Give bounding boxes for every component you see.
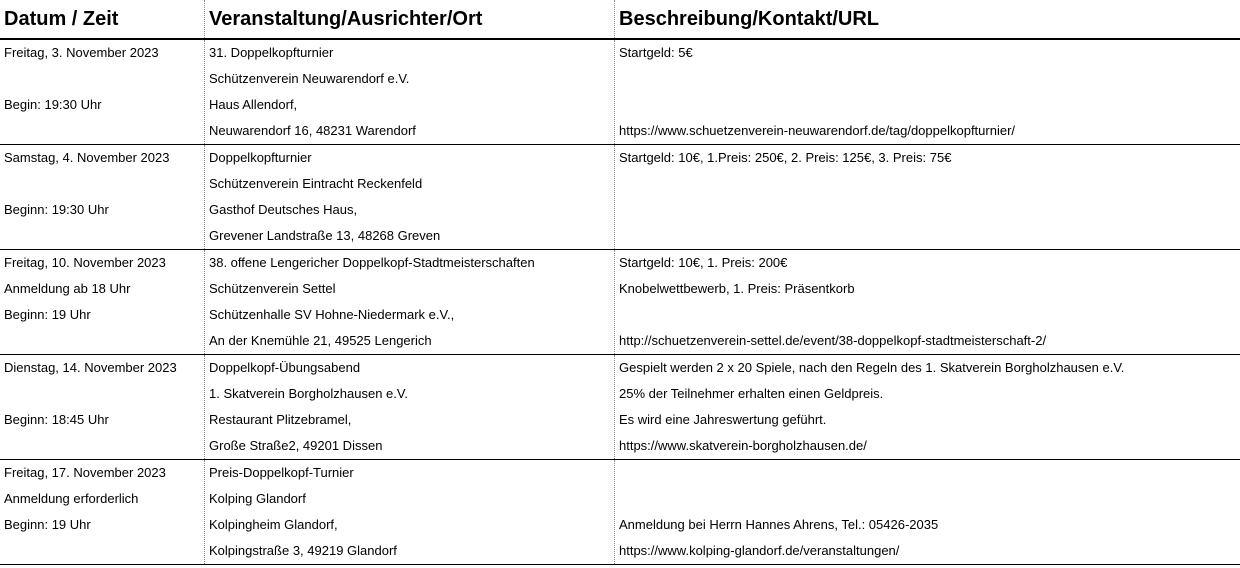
- cell-line: Kolpingstraße 3, 49219 Glandorf: [209, 543, 397, 558]
- table-row: [0, 250, 1240, 355]
- table-row: [0, 145, 1240, 250]
- cell-line: https://www.skatverein-borgholzhausen.de/: [619, 438, 867, 453]
- cell-line: Preis-Doppelkopf-Turnier: [209, 465, 354, 480]
- cell-line: Anmeldung ab 18 Uhr: [4, 281, 131, 296]
- cell-line: Startgeld: 5€: [619, 45, 693, 60]
- date-time-cell: [0, 40, 205, 144]
- cell-line: http://schuetzenverein-settel.de/event/38-doppelkopf-stadtmeisterschaft-2/: [619, 333, 1047, 348]
- cell-line: [615, 171, 1240, 197]
- cell-line: Grevener Landstraße 13, 48268 Greven: [209, 228, 441, 243]
- cell-line: Freitag, 10. November 2023: [4, 255, 166, 270]
- cell-line: Anmeldung bei Herrn Hannes Ahrens, Tel.: 05426-2035: [619, 517, 939, 532]
- header-description-contact-url: Beschreibung/Kontakt/URL: [619, 7, 880, 30]
- cell-line: Schützenverein Neuwarendorf e.V.: [209, 71, 410, 86]
- cell-line: 38. offene Lengericher Doppelkopf-Stadtmeisterschaften: [209, 255, 535, 270]
- description-cell: [615, 250, 1240, 354]
- cell-line: Gespielt werden 2 x 20 Spiele, nach den Regeln des 1. Skatverein Borgholzhausen e.V.: [619, 360, 1125, 375]
- cell-line: [615, 92, 1240, 118]
- cell-line: [615, 223, 1240, 249]
- table-body: [0, 40, 1240, 565]
- cell-line: Kolpingheim Glandorf,: [209, 517, 338, 532]
- cell-line: Freitag, 3. November 2023: [4, 45, 159, 60]
- cell-line: [0, 433, 204, 459]
- cell-line: Dienstag, 14. November 2023: [4, 360, 177, 375]
- cell-line: https://www.kolping-glandorf.de/veranstaltungen/: [619, 543, 900, 558]
- date-time-cell: [0, 460, 205, 564]
- event-cell: [205, 460, 615, 564]
- cell-line: Anmeldung erforderlich: [4, 491, 139, 506]
- cell-line: Freitag, 17. November 2023: [4, 465, 166, 480]
- table-row: [0, 355, 1240, 460]
- cell-line: Schützenverein Settel: [209, 281, 336, 296]
- table-header: [0, 0, 1240, 40]
- cell-line: [615, 302, 1240, 328]
- cell-line: Samstag, 4. November 2023: [4, 150, 170, 165]
- cell-line: [0, 328, 204, 354]
- cell-line: 1. Skatverein Borgholzhausen e.V.: [209, 386, 408, 401]
- date-time-cell: [0, 355, 205, 459]
- cell-line: Große Straße2, 49201 Dissen: [209, 438, 383, 453]
- cell-line: [0, 538, 204, 564]
- cell-line: Doppelkopfturnier: [209, 150, 312, 165]
- cell-line: 31. Doppelkopfturnier: [209, 45, 334, 60]
- event-cell: [205, 145, 615, 249]
- cell-line: Knobelwettbewerb, 1. Preis: Präsentkorb: [619, 281, 855, 296]
- cell-line: 25% der Teilnehmer erhalten einen Geldpreis.: [619, 386, 884, 401]
- table-row: [0, 460, 1240, 565]
- event-cell: [205, 355, 615, 459]
- table-row: [0, 40, 1240, 145]
- date-time-cell: [0, 250, 205, 354]
- cell-line: Haus Allendorf,: [209, 97, 298, 112]
- description-cell: [615, 40, 1240, 144]
- cell-line: Startgeld: 10€, 1.Preis: 250€, 2. Preis: 125€, 3. Preis: 75€: [619, 150, 952, 165]
- header-date-time: Datum / Zeit: [0, 0, 205, 38]
- cell-line: Startgeld: 10€, 1. Preis: 200€: [619, 255, 788, 270]
- cell-line: Schützenverein Eintracht Reckenfeld: [209, 176, 423, 191]
- cell-line: [615, 460, 1240, 486]
- date-time-cell: [0, 145, 205, 249]
- cell-line: [0, 118, 204, 144]
- cell-line: Kolping Glandorf: [209, 491, 306, 506]
- cell-line: Schützenhalle SV Hohne-Niedermark e.V.,: [209, 307, 455, 322]
- header-event-organizer-location: Veranstaltung/Ausrichter/Ort: [205, 0, 615, 38]
- cell-line: Doppelkopf-Übungsabend: [209, 360, 361, 375]
- cell-line: [0, 66, 204, 92]
- cell-line: Es wird eine Jahreswertung geführt.: [619, 412, 827, 427]
- description-cell: [615, 460, 1240, 564]
- cell-line: https://www.schuetzenverein-neuwarendorf.de/tag/doppelkopfturnier/: [619, 123, 1016, 138]
- cell-line: [0, 381, 204, 407]
- cell-line: Beginn: 19 Uhr: [4, 307, 91, 322]
- cell-line: [615, 197, 1240, 223]
- cell-line: An der Knemühle 21, 49525 Lengerich: [209, 333, 432, 348]
- cell-line: Neuwarendorf 16, 48231 Warendorf: [209, 123, 416, 138]
- description-cell: [615, 355, 1240, 459]
- cell-line: [615, 486, 1240, 512]
- cell-line: Beginn: 19 Uhr: [4, 517, 91, 532]
- cell-line: Begin: 19:30 Uhr: [4, 97, 102, 112]
- cell-line: Beginn: 19:30 Uhr: [4, 202, 109, 217]
- description-cell: [615, 145, 1240, 249]
- event-cell: [205, 40, 615, 144]
- cell-line: Restaurant Plitzebramel,: [209, 412, 352, 427]
- cell-line: [0, 171, 204, 197]
- cell-line: Beginn: 18:45 Uhr: [4, 412, 109, 427]
- cell-line: Gasthof Deutsches Haus,: [209, 202, 358, 217]
- cell-line: [615, 66, 1240, 92]
- cell-line: [0, 223, 204, 249]
- event-cell: [205, 250, 615, 354]
